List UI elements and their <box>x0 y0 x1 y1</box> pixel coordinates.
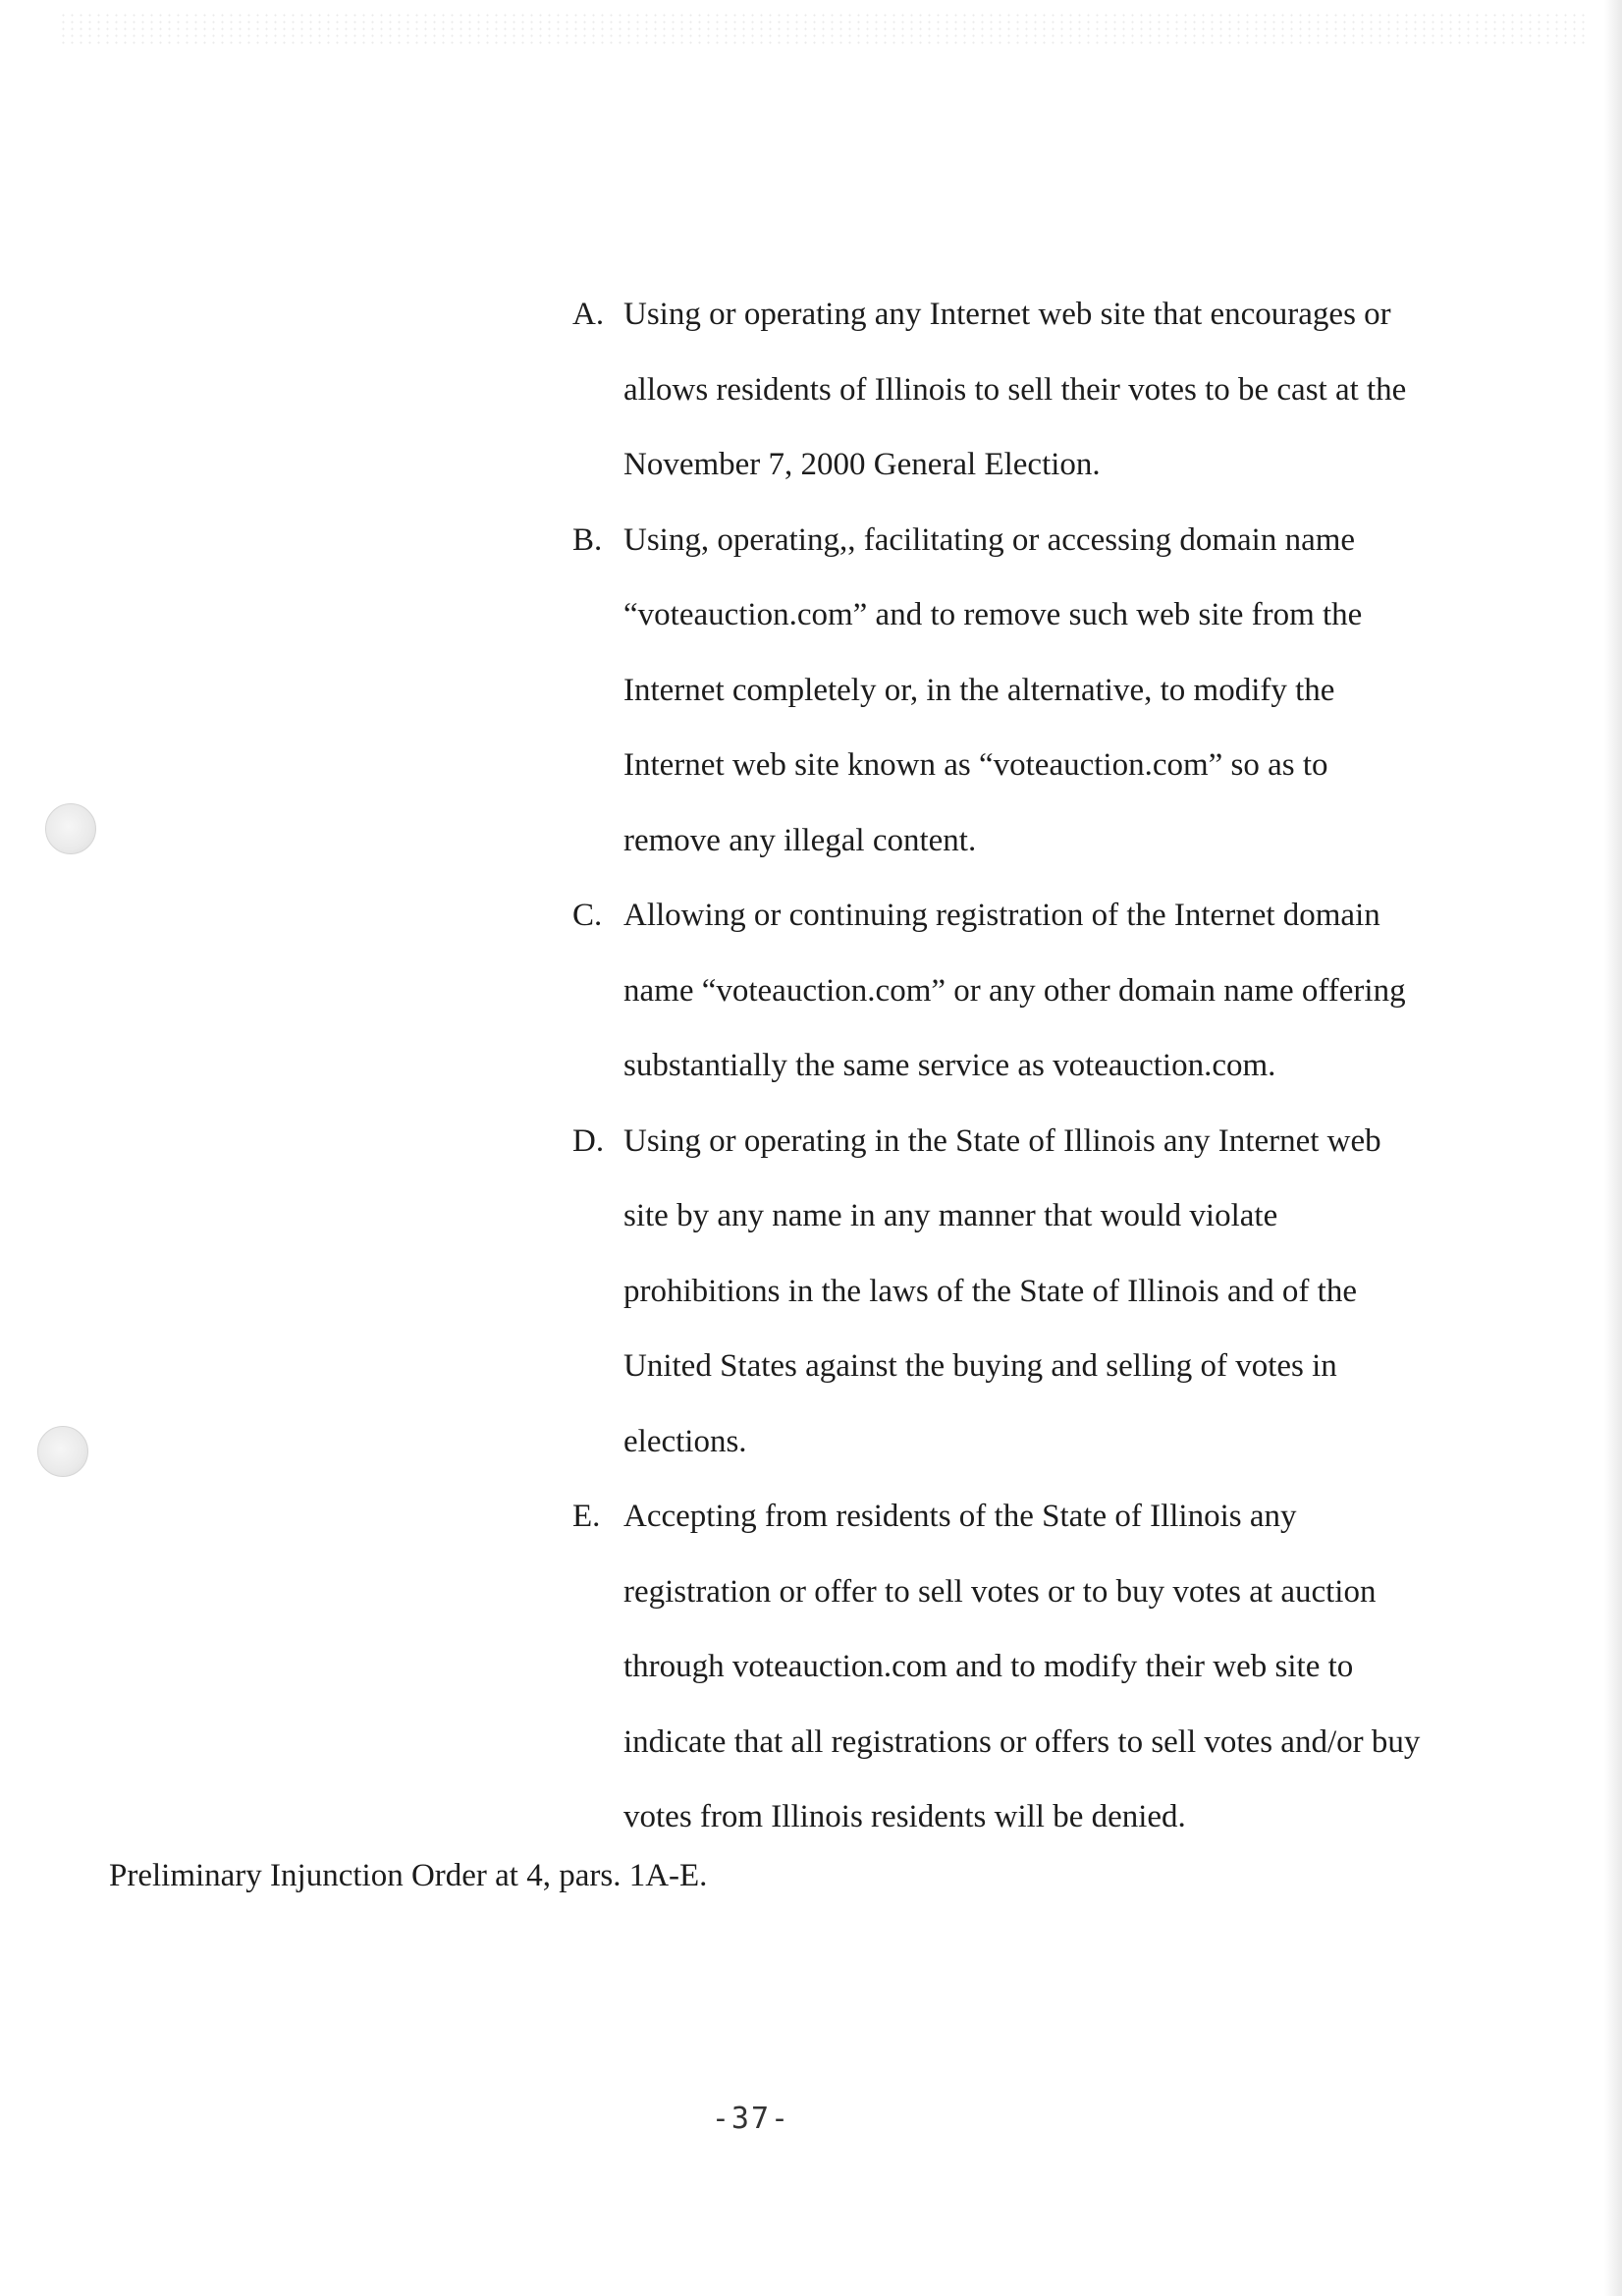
list-item-c <box>565 878 1429 1104</box>
list-item-text: Using or operating any Internet web site that encourages or allows residents of Illinois to sell their votes to be cast at the November 7, 2000 General Election. <box>623 297 1407 482</box>
citation-line: Preliminary Injunction Order at 4, pars. 1A-E. <box>109 1858 708 1893</box>
scan-noise <box>59 12 1591 45</box>
list-item-a <box>565 277 1429 503</box>
hole-punch-mark <box>45 803 96 854</box>
list-marker: E. <box>572 1499 601 1534</box>
list-item-text: Using, operating,, facilitating or accessing domain name “voteauction.com” and to remove such web site from the Internet completely or, in the alternative, to modify the Internet web site known as “voteauction.com” so as to remove any illegal content. <box>623 521 1363 858</box>
list-marker: B. <box>572 521 603 558</box>
list-item-b <box>565 503 1429 879</box>
list-item-text: Using or operating in the State of Illinois any Internet web site by any name in any manner that would violate prohibitions in the laws of the State of Illinois and of the United States against the buying and selling of votes in elections. <box>623 1122 1381 1459</box>
scan-edge-shadow <box>1604 0 1622 2296</box>
list-item-d <box>565 1104 1429 1480</box>
list-item-text: Accepting from residents of the State of Illinois any registration or offer to sell votes or to buy votes at auction through voteauction.com and to modify their web site to indicate that all registrations or offers to sell votes and/or buy votes from Illinois residents will be denied. <box>623 1499 1421 1834</box>
injunction-list <box>565 277 1429 1855</box>
list-item-text: Allowing or continuing registration of the Internet domain name “voteauction.com” or any other domain name offering substantially the same service as voteauction.com. <box>623 898 1406 1083</box>
list-marker: C. <box>572 898 603 933</box>
hole-punch-mark <box>37 1426 88 1477</box>
list-item-e <box>565 1479 1429 1855</box>
list-marker: D. <box>572 1122 605 1159</box>
page-number: -37- <box>711 2102 791 2136</box>
list-marker: A. <box>572 297 605 332</box>
